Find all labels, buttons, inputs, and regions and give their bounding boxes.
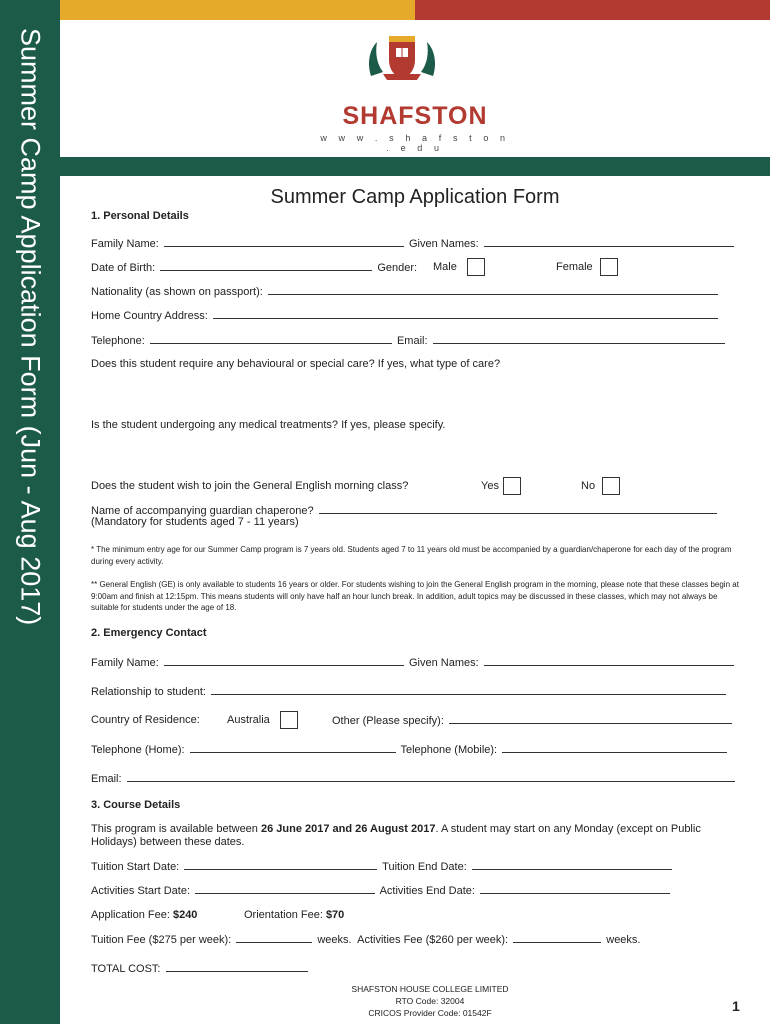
row-activities-dates (91, 884, 672, 897)
label-weeks-2: weeks. (606, 934, 641, 946)
label-male: Male (433, 261, 457, 273)
label-female: Female (556, 261, 593, 273)
label-weeks-1: weeks. (317, 934, 352, 946)
tuition-start-field[interactable] (184, 860, 377, 870)
label-tel-home: Telephone (Home): (91, 744, 185, 756)
row-home-address (91, 309, 720, 322)
label-tuition-end: Tuition End Date: (382, 861, 467, 873)
footer-company: SHAFSTON HOUSE COLLEGE LIMITED (351, 984, 509, 994)
label-relationship: Relationship to student: (91, 686, 206, 698)
special-care-question: Does this student require any behavioural or special care? If yes, what type of care? (91, 358, 501, 370)
chaperone-note: (Mandatory for students aged 7 - 11 years) (91, 516, 299, 528)
section-heading-emergency: 2. Emergency Contact (91, 627, 207, 639)
row-emergency-phones (91, 743, 729, 756)
activities-weeks-field[interactable] (513, 933, 601, 943)
sidebar-title: Summer Camp Application Form (Jun - Aug 2017) (15, 28, 46, 626)
label-telephone: Telephone: (91, 335, 145, 347)
general-english-question: Does the student wish to join the General English morning class? (91, 480, 409, 492)
orientation-fee-value: $70 (325, 909, 345, 921)
course-intro-b: . A student may start on any Monday (except on Public Holidays) between these dates. (91, 823, 701, 848)
sidebar-band (0, 0, 60, 1024)
top-bar-red (415, 0, 770, 20)
label-given-names: Given Names: (408, 238, 479, 250)
label-country: Country of Residence: (91, 714, 200, 726)
home-address-field[interactable] (213, 309, 718, 319)
family-name-field[interactable] (164, 237, 404, 247)
row-other-country (332, 714, 734, 727)
course-date-end: 26 August 2017 (355, 823, 436, 835)
label-nationality: Nationality (as shown on passport): (91, 286, 263, 298)
tuition-weeks-field[interactable] (236, 933, 312, 943)
tel-mobile-field[interactable] (502, 743, 727, 753)
note-minimum-age: * The minimum entry age for our Summer Camp program is 7 years old. Students aged 7 to 11 years old must be accompanied by a guardian/chaperone for each day of the program during every activity. (91, 545, 732, 566)
label-tuition-start: Tuition Start Date: (91, 861, 180, 873)
nationality-field[interactable] (268, 285, 718, 295)
row-telephone-email (91, 334, 727, 347)
label-no: No (581, 480, 596, 492)
website-url: w w w . s h a f s t o n . e d u (320, 133, 510, 153)
label-family-name: Family Name: (91, 238, 159, 250)
section-heading-personal: 1. Personal Details (91, 210, 189, 222)
yes-checkbox[interactable] (503, 477, 521, 495)
chaperone-field[interactable] (319, 504, 717, 514)
label-tel-mobile: Telephone (Mobile): (400, 744, 498, 756)
footer (310, 983, 550, 1019)
dob-field[interactable] (160, 261, 372, 271)
label-activities-start: Activities Start Date: (91, 885, 191, 897)
activities-end-field[interactable] (480, 884, 670, 894)
label-total-cost: TOTAL COST: (91, 963, 161, 975)
label-orientation-fee: Orientation Fee: (244, 909, 323, 921)
header-band (60, 157, 770, 176)
label-australia: Australia (227, 714, 270, 726)
email-field[interactable] (433, 334, 725, 344)
other-country-field[interactable] (449, 714, 732, 724)
label-activities-end: Activities End Date: (379, 885, 475, 897)
row-orientation-fee (244, 909, 344, 921)
label-application-fee: Application Fee: (91, 909, 170, 921)
total-cost-field[interactable] (166, 962, 308, 972)
tuition-end-field[interactable] (472, 860, 672, 870)
footer-rto: RTO Code: 32004 (395, 996, 465, 1006)
label-dob: Date of Birth: (91, 262, 156, 274)
tel-home-field[interactable] (190, 743, 396, 753)
course-intro (91, 823, 741, 849)
relationship-field[interactable] (211, 685, 726, 695)
telephone-field[interactable] (150, 334, 392, 344)
course-intro-a: This program is available between (91, 823, 261, 835)
activities-start-field[interactable] (195, 884, 375, 894)
row-relationship (91, 685, 728, 698)
row-emergency-email (91, 772, 737, 785)
label-activities-fee: Activities Fee ($260 per week): (357, 934, 509, 946)
row-emergency-names (91, 656, 736, 669)
label-email: Email: (396, 335, 428, 347)
female-checkbox[interactable] (600, 258, 618, 276)
row-family-given (91, 237, 736, 250)
course-date-start: 26 June 2017 and (260, 823, 353, 835)
label-other-country: Other (Please specify): (332, 715, 444, 727)
label-emergency-given-names: Given Names: (408, 657, 479, 669)
label-tuition-fee: Tuition Fee ($275 per week): (91, 934, 232, 946)
section-heading-course: 3. Course Details (91, 799, 181, 811)
row-tuition-dates (91, 860, 674, 873)
row-total (91, 962, 310, 975)
label-emergency-email: Email: (91, 773, 122, 785)
application-fee-value: $240 (172, 909, 198, 921)
form-title: Summer Camp Application Form (270, 186, 560, 208)
medical-question: Is the student undergoing any medical treatments? If yes, please specify. (91, 419, 446, 431)
row-nationality (91, 285, 720, 298)
emergency-email-field[interactable] (127, 772, 735, 782)
no-checkbox[interactable] (602, 477, 620, 495)
page-number: 1 (732, 998, 740, 1014)
row-application-fee (91, 909, 197, 921)
male-checkbox[interactable] (467, 258, 485, 276)
crest-logo (365, 30, 439, 90)
label-home-address: Home Country Address: (91, 310, 208, 322)
emergency-given-names-field[interactable] (484, 656, 734, 666)
label-emergency-family-name: Family Name: (91, 657, 159, 669)
australia-checkbox[interactable] (280, 711, 298, 729)
label-yes: Yes (481, 480, 499, 492)
footer-cricos: CRICOS Provider Code: 01542F (368, 1008, 492, 1018)
row-dob-gender (91, 261, 417, 274)
given-names-field[interactable] (484, 237, 734, 247)
brand-name: SHAFSTON (342, 102, 488, 130)
top-bar-yellow (60, 0, 415, 20)
label-chaperone: Name of accompanying guardian chaperone? (91, 505, 314, 517)
note-general-english: ** General English (GE) is only available to students 16 years or older. For students wishing to join the General English program in the morning, please note that these classes begin at 9:00am and finish at 12:15pm. This means students will only have half an hour lunch break. In addition, adult topics may be discussed in these classes, which may not always be suitable for students under the age of 18. (91, 580, 739, 612)
row-fees (91, 933, 641, 946)
emergency-family-name-field[interactable] (164, 656, 404, 666)
label-gender: Gender: (377, 262, 418, 274)
